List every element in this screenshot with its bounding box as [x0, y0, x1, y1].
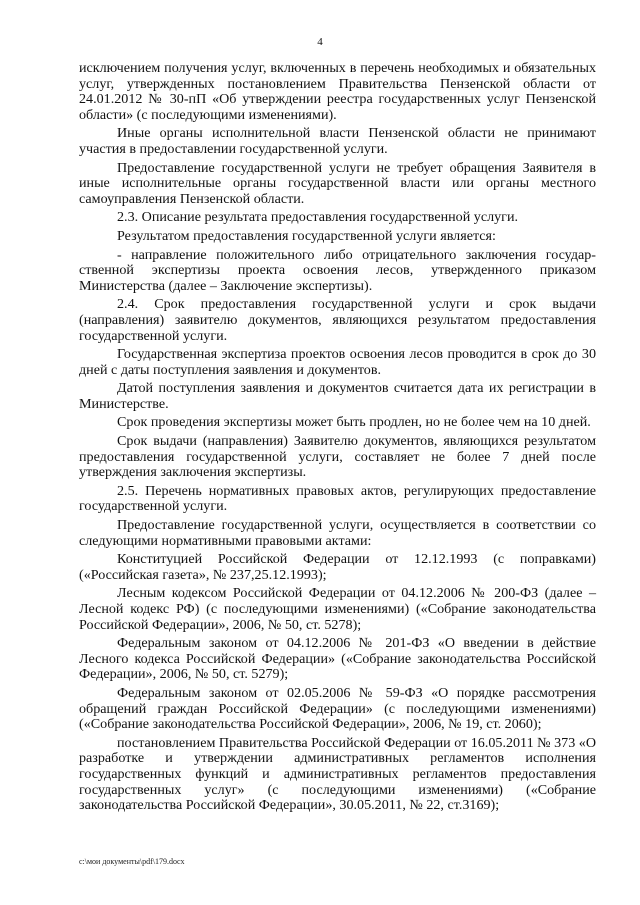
paragraph: Лесным кодексом Российской Федерации от 04.12.2006 № 200-ФЗ (далее – Лесной кодекс РФ) (с последующими изменениями) («Собрание законодательства Российской Федерации», 2006, № 50, ст. 5278); — [79, 585, 596, 633]
document-body — [79, 61, 596, 817]
paragraph: исключением получения услуг, включенных в перечень необходимых и обязательных услуг, утвержденных постановлением Правительства Пензенской области от 24.01.2012 № 30-пП «Об утверждении реестра государственных услуг Пензенской области» (с последующими изменениями). — [79, 60, 596, 123]
paragraph: Датой поступления заявления и документов считается дата их регистрации в Министерстве. — [79, 380, 596, 412]
paragraph: Конституцией Российской Федерации от 12.12.1993 (с поправками) («Российская газета», № 237,25.12.1993); — [79, 551, 596, 583]
footer-file-path: c:\мои документы\pdf\179.docx — [79, 857, 185, 866]
paragraph: 2.5. Перечень нормативных правовых актов, регулирующих предоставление государственной услуги. — [79, 482, 596, 515]
paragraph: Предоставление государственной услуги не требует обращения Заявителя в иные исполнительные органы государственной власти или органы местного самоуправления Пензенской области. — [79, 159, 596, 207]
paragraph: Результатом предоставления государственной услуги является: — [117, 227, 496, 244]
paragraph: Государственная экспертиза проектов освоения лесов проводится в срок до 30 дней с даты поступления заявления и документов. — [79, 346, 596, 378]
paragraph: Иные органы исполнительной власти Пензенской области не принимают участия в предоставлении государственной услуги. — [79, 125, 596, 157]
paragraph: Предоставление государственной услуги, осуществляется в соответствии со следующими нормативными правовыми актами: — [79, 517, 596, 549]
paragraph: 2.3. Описание результата предоставления государственной услуги. — [117, 209, 519, 226]
paragraph: Федеральным законом от 04.12.2006 № 201-ФЗ «О введении в действие Лесного кодекса Российской Федерации» («Собрание законодательства Российской Федерации», 2006, № 50, ст. 5279); — [79, 635, 596, 683]
paragraph: Федеральным законом от 02.05.2006 № 59-ФЗ «О порядке рассмотрения обращений граждан Российской Федерации» (с последующими изменениями) («Собрание законодательства Российской Федерации», 2006, № 19, ст. 2060); — [79, 684, 596, 733]
paragraph: - направление положительного либо отрицательного заключения государственной экспертизы проекта освоения лесов, утвержденного приказом Министерства (далее – Заключение экспертизы). — [79, 246, 596, 294]
page-number: 4 — [317, 36, 323, 48]
paragraph: Срок выдачи (направления) Заявителю документов, являющихся результатом предоставления государственной услуги, составляет не более 7 дней после утверждения заключения экспертизы. — [79, 433, 596, 481]
paragraph: 2.4. Срок предоставления государственной услуги и срок выдачи (направления) заявителю документов, являющихся результатом предоставления государственной услуги. — [79, 296, 596, 344]
paragraph: Срок проведения экспертизы может быть продлен, но не более чем на 10 дней. — [117, 414, 591, 431]
paragraph: постановлением Правительства Российской Федерации от 16.05.2011 № 373 «О разработке и утверждении административных регламентов исполнения государственных функций и административных регламентов предоставления государственных услуг» (с последующими изменениями) («Собрание законодательства Российской Федерации», 30.05.2011, № 22, ст.3169); — [79, 734, 597, 814]
